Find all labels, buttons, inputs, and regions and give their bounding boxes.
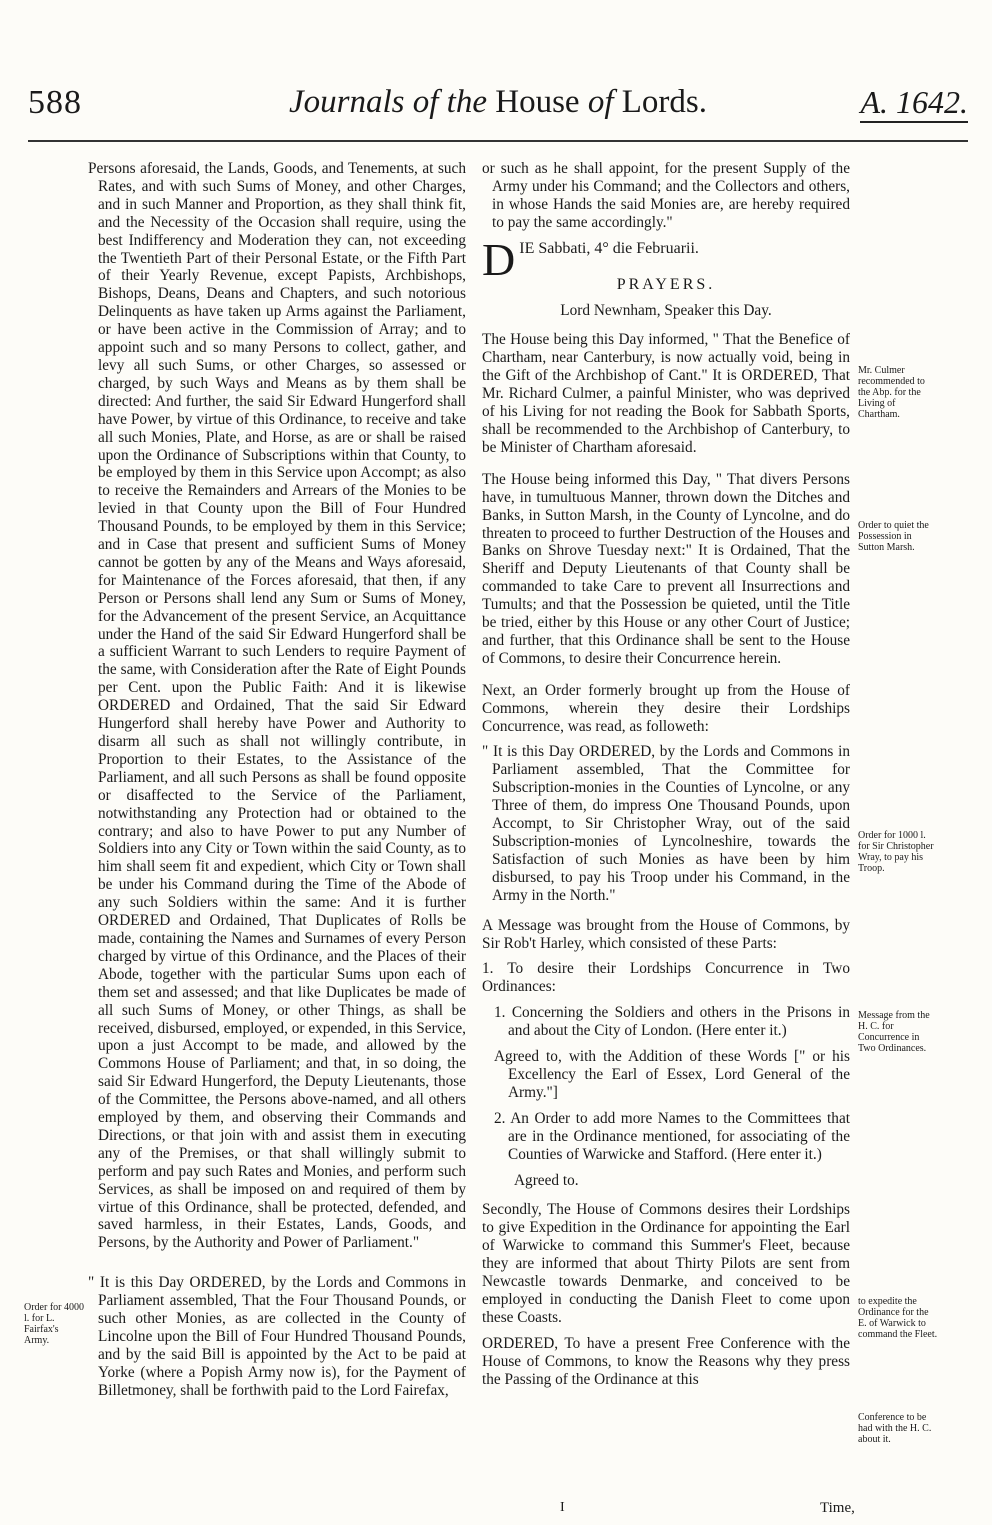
title-word: Lords. bbox=[621, 84, 707, 120]
right-column bbox=[482, 160, 850, 1396]
ordinance-item-2: 2. An Order to add more Names to the Committees that are in the Ordinance mentioned, for associating of the Counties of Warwicke and Stafford. (Here enter it.) bbox=[494, 1109, 850, 1163]
signature-mark: I bbox=[560, 1500, 565, 1515]
year-label: A. 1642. bbox=[860, 84, 968, 123]
title-word: of bbox=[587, 84, 614, 120]
page-number: 588 bbox=[28, 84, 82, 121]
conference-paragraph: ORDERED, To have a present Free Conference with the House of Commons, to know the Reasons why they press the Passing of the Ordinance at this bbox=[482, 1334, 850, 1388]
margin-note-sutton: Order to quiet the Possession in Sutton Marsh. bbox=[858, 520, 929, 553]
header-rule bbox=[28, 140, 968, 142]
order-continuation: or such as he shall appoint, for the present Supply of the Army under his Command; and the Collectors and others, in whose Hands the said Monies are, are hereby required to pay the same accordingly." bbox=[482, 160, 850, 231]
catchword: Time, bbox=[820, 1500, 855, 1516]
margin-note-culmer: Mr. Culmer recommended to the Abp. for the Living of Chartham. bbox=[858, 365, 925, 420]
part-one-paragraph: 1. To desire their Lordships Concurrence in Two Ordinances: bbox=[482, 960, 850, 996]
running-header bbox=[28, 84, 968, 136]
ordinance-item-2-agreed: Agreed to. bbox=[514, 1171, 579, 1189]
margin-note-conference: Conference to be had with the H. C. about it. bbox=[858, 1412, 932, 1445]
chartham-paragraph: The House being this Day informed, " That the Benefice of Chartham, near Canterbury, is now actually void, being in the Gift of the Archbishop of Cant." It is ORDERED, That Mr. Richard Culmer, a painful Minister, who was deprived of his Living for not reading the Book for Sabbath Sports, shall be recommended to the Archbishop of Canterbury, to be Minister of Chartham aforesaid. bbox=[482, 331, 850, 456]
title-word: House bbox=[495, 84, 580, 120]
fairfax-order: " It is this Day ORDERED, by the Lords and Commons in Parliament assembled, That the Four Thousand Pounds, or such other Monies, as are collected in the County of Lincolne upon the Bill of Four Hundred Thousand Pounds, and by the said Bill is appointed by the Act to be paid at Yorke (where a Popish Army now is), for the Payment of Billetmoney, shall be forthwith paid to the Lord Fairefax, bbox=[88, 1274, 466, 1399]
ordinance-text: Persons aforesaid, the Lands, Goods, and Tenements, at such Rates, and with such Sums of Money, and other Charges, and in such Manner and Proportion, as they shall think fit, and the Necessity of the Occasion shall require, using the best Indifferency and Moderation they can, not exceeding the Twentieth Part of their Personal Estate, or the Fifth Part of their Yearly Revenue, except Papists, Archbishops, Bishops, Deans, Deans and Chapters, and such notorious Delinquents as have taken up Arms against the Parliament, or have been active in the Commission of Array; and to appoint such and so many Persons to collect, gather, and levy all such Sums, or other Charges, so assessed or charged, by such Ways and Means as by them shall be directed: And further, the said Sir Edward Hungerford shall have Power, by virtue of this Ordinance, to receive and take all such Monies, Plate, and Horse, as are or shall be raised upon the Ordinance of Subscriptions within that County, to be employed by them in this Service upon Accompt; as also to receive the Remainders and Arrears of the Monies to be levied in that County upon the Bill of Four Hundred Thousand Pounds, to be employed by them in this Service; and in Case that present and sufficient Sums of Money cannot be gotten by any of the Means and Ways aforesaid, for Maintenance of the Forces aforesaid, that then, if any Person or Persons shall lend any Sum or Sums of Money, for the Advancement of the present Service, an Acquittance under the Hand of the said Sir Edward Hungerford shall be a sufficient Warrant to such Lenders to require Payment of the same, with Consideration after the Rate of Eight Pounds per Cent. upon the Public Faith: And it is likewise ORDERED and Ordained, That the said Sir Edward Hungerford shall hereby have Power and Authority to disarm all such as shall not willingly contribute, in Proportion to their Estates, to the Assistance of the Parliament, and all such Persons as shall be found opposite or disaffected to the Service of the Parliament, notwithstanding any Protection had or obtained to the contrary; and also to have Power to put any Number of Soldiers into any City or Town within the said County, as to him shall seem fit and expedient, which City or Town shall be under his Command during the Time of the Abode of any such Soldiers within the same: And it is further ORDERED and Ordained, That Duplicates of Rolls be made, containing the Names and Surnames of every Person charged by virtue of this Ordinance, and the Places of their Abode, together with the particular Sums upon each of them set and assessed; and that like Duplicates be made of all such Sums of Money, or other Things, as shall be received, disbursed, employed, or expended, in this Service, upon a just Accompt to be made, and allowed by the Commons House of Parliament; and that, in so doing, the said Sir Edward Hungerford, the Deputy Lieutenants, those of the Committee, the Persons above-named, and all others employed by them, and observing their Commands and Directions, or that join with and assist them in executing any of the Premises, or that shall willingly submit to perform and pay such Rates and Monies, and perform such Services, as shall be imposed on and required of them by virtue of this Ordinance, shall be protected, defended, and saved harmless, in their Estates, Lands, Goods, and Persons, by the Authority and Power of Parliament." bbox=[88, 160, 466, 1252]
margin-note-fairfax: Order for 4000 l. for L. Fairfax's Army. bbox=[24, 1302, 84, 1346]
prayers-heading: PRAYERS. bbox=[616, 275, 716, 293]
margin-note-message: Message from the H. C. for Concurrence in Two Ordinances. bbox=[858, 1010, 930, 1054]
next-order-paragraph: Next, an Order formerly brought up from the House of Commons, wherein they desire their Lordships Concurrence, was read, as followeth: bbox=[482, 681, 850, 735]
wray-order-paragraph: " It is this Day ORDERED, by the Lords and Commons in Parliament assembled, That the Committee for Subscription-monies in the Counties of Lyncolne, or any Three of them, do impress One Thousand Pounds, upon Accompt, to Sir Christopher Wray, out of the said Subscription-monies of Lyncolneshire, towards the Satisfaction of such Monies as have been by him disbursed, to pay his Troop under his Command, in the Army in the North." bbox=[482, 743, 850, 904]
title-word: the bbox=[446, 84, 487, 120]
sutton-marsh-paragraph: The House being informed this Day, " That divers Persons have, in tumultuous Manner, thrown down the Ditches and Banks, in Sutton Marsh, in the County of Lyncolne, and do threaten to proceed to further Destruction of the Houses and Banks on Shrove Tuesday next:" It is Ordained, That the Sheriff and Deputy Lieutenants of that County shall be commanded to take Care to prevent all Insurrections and Tumults; and that the Possession be quieted, until the Title be tried, either by this House or any other Court of Justice; and further, that this Ordinance shall be sent to the House of Commons, to desire their Concurrence herein. bbox=[482, 470, 850, 667]
title-word: Journals bbox=[289, 84, 405, 120]
margin-note-warwick: to expedite the Ordinance for the E. of Warwick to command the Fleet. bbox=[858, 1296, 938, 1340]
ordinance-item-1: 1. Concerning the Soldiers and others in the Prisons in and about the City of London. (Here enter it.) bbox=[494, 1004, 850, 1040]
secondly-paragraph: Secondly, The House of Commons desires their Lordships to give Expedition in the Ordinance for appointing the Earl of Warwicke to command this Summer's Fleet, because they are informed that about Thirty Pilots are sent from Newcastle towards Denmarke, and conceived to be employed in conducting the Danish Fleet to come upon these Coasts. bbox=[482, 1201, 850, 1326]
margin-note-wray: Order for 1000 l. for Sir Christopher Wray, to pay his Troop. bbox=[858, 830, 934, 874]
left-column bbox=[88, 160, 466, 1408]
ordinance-item-1-agreed: Agreed to, with the Addition of these Words [" or his Excellency the Earl of Essex, Lord General of the Army."] bbox=[494, 1048, 850, 1101]
speaker-line: Lord Newnham, Speaker this Day. bbox=[560, 301, 772, 319]
drop-cap: D bbox=[482, 233, 516, 285]
journal-title bbox=[28, 84, 968, 121]
title-word: of bbox=[412, 84, 439, 120]
message-paragraph: A Message was brought from the House of Commons, by Sir Rob't Harley, which consisted of these Parts: bbox=[482, 916, 850, 952]
date-text: IE Sabbati, 4° die Februarii. bbox=[519, 239, 699, 257]
